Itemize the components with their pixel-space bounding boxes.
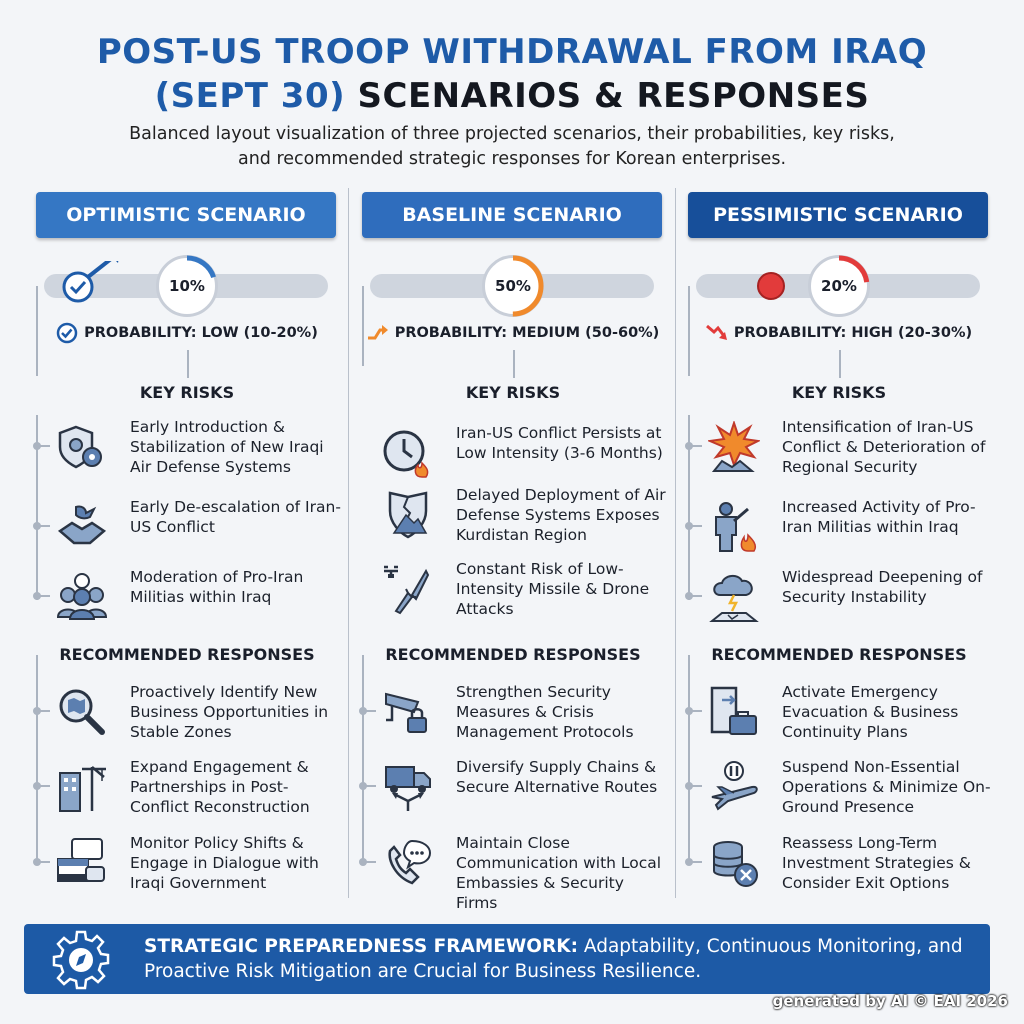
probability-label — [676, 322, 1002, 344]
probability-label — [350, 322, 676, 344]
response-text: Monitor Policy Shifts & Engage in Dialogue with Iraqi Government — [130, 834, 319, 892]
connector-line — [187, 350, 189, 378]
risk-text: Constant Risk of Low-Intensity Missile & Drone Attacks — [456, 560, 650, 618]
pessimistic-scenario-column — [676, 185, 1002, 905]
key-risks-heading: KEY RISKS — [139, 383, 235, 402]
banner-text — [144, 934, 984, 984]
magnifier-map-icon — [56, 686, 108, 738]
risk-item — [696, 497, 996, 561]
banner-bold-label: STRATEGIC PREPAREDNESS FRAMEWORK: — [144, 936, 579, 957]
phone-chat-icon — [382, 837, 434, 889]
baseline-scenario-column — [350, 185, 676, 912]
page-title — [0, 30, 1024, 118]
probability-text: PROBABILITY: HIGH (20-30%) — [733, 325, 973, 341]
response-item — [370, 757, 670, 821]
handshake-dove-icon — [56, 501, 108, 553]
risk-text: Delayed Deployment of Air Defense Systems Exposes Kurdistan Region — [456, 486, 666, 544]
risk-item — [44, 567, 344, 631]
optimistic-scenario-column — [24, 185, 350, 905]
risk-item — [44, 497, 344, 561]
probability-gauge — [482, 255, 544, 317]
soldier-fire-icon — [708, 501, 760, 553]
response-item — [370, 682, 670, 746]
pause-plane-icon — [708, 761, 760, 813]
risk-item — [696, 417, 996, 481]
response-item — [370, 833, 670, 912]
risk-item — [370, 559, 670, 623]
exit-briefcase-icon — [708, 686, 760, 738]
title-date: (SEPT 30) — [154, 76, 346, 116]
chat-flag-icon — [56, 837, 108, 889]
response-item — [696, 682, 996, 746]
responses-bracket — [362, 655, 364, 865]
storm-cracked-ground-icon — [708, 571, 760, 623]
response-text: Activate Emergency Evacuation & Business Continuity Plans — [782, 683, 959, 741]
coins-cancel-icon — [708, 837, 760, 889]
explosion-icon — [708, 421, 760, 473]
probability-gauge — [156, 255, 218, 317]
gear-compass-icon — [50, 930, 112, 992]
risk-text: Iran-US Conflict Persists at Low Intensity (3-6 Months) — [456, 424, 663, 462]
responses-bracket — [36, 655, 38, 865]
response-item — [696, 757, 996, 821]
probability-percent: 50% — [495, 277, 531, 295]
title-line-1: POST-US TROOP WITHDRAWAL FROM IRAQ — [96, 32, 928, 72]
subtitle-line-2: and recommended strategic responses for Korean enterprises. — [237, 149, 787, 169]
probability-label — [24, 322, 350, 344]
response-text: Proactively Identify New Business Opportunities in Stable Zones — [130, 683, 329, 741]
response-text: Diversify Supply Chains & Secure Alternative Routes — [456, 758, 658, 796]
response-text: Expand Engagement & Partnerships in Post-Conflict Reconstruction — [130, 758, 310, 816]
key-risks-heading: KEY RISKS — [791, 383, 887, 402]
strategic-framework-banner — [24, 924, 990, 994]
trend-up-arrow-icon — [367, 322, 389, 344]
risk-text: Moderation of Pro-Iran Militias within Iraq — [130, 568, 304, 606]
responses-heading: RECOMMENDED RESPONSES — [385, 645, 641, 664]
responses-heading: RECOMMENDED RESPONSES — [711, 645, 967, 664]
scenario-header: BASELINE SCENARIO — [362, 192, 662, 238]
probability-gauge — [808, 255, 870, 317]
building-crane-icon — [56, 761, 108, 813]
risk-text: Intensification of Iran-US Conflict & Deterioration of Regional Security — [782, 418, 986, 476]
risk-text: Early Introduction & Stabilization of New Iraqi Air Defense Systems — [130, 418, 324, 476]
alert-dot-icon — [756, 271, 786, 301]
scenario-header: OPTIMISTIC SCENARIO — [36, 192, 336, 238]
risk-item — [44, 417, 344, 481]
probability-text: PROBABILITY: MEDIUM (50-60%) — [394, 325, 660, 341]
risk-item — [696, 567, 996, 631]
probability-percent: 10% — [169, 277, 205, 295]
subtitle — [40, 122, 984, 172]
missile-drone-icon — [382, 563, 434, 615]
truck-routes-icon — [382, 761, 434, 813]
response-text: Suspend Non-Essential Operations & Minimize On-Ground Presence — [782, 758, 991, 816]
probability-percent: 20% — [821, 277, 857, 295]
response-item — [696, 833, 996, 897]
connector-line — [513, 350, 515, 378]
response-text: Reassess Long-Term Investment Strategies & Consider Exit Options — [782, 834, 971, 892]
title-line-2 — [0, 74, 1024, 118]
title-scenarios: SCENARIOS & RESPONSES — [357, 76, 870, 116]
trend-down-arrow-icon — [706, 322, 728, 344]
response-item — [44, 757, 344, 821]
key-risks-heading: KEY RISKS — [465, 383, 561, 402]
responses-heading: RECOMMENDED RESPONSES — [59, 645, 315, 664]
response-text: Maintain Close Communication with Local Embassies & Security Firms — [456, 834, 662, 912]
broken-shield-mountain-icon — [382, 489, 434, 541]
check-arrow-icon — [60, 261, 130, 311]
risk-text: Widespread Deepening of Security Instability — [782, 568, 983, 606]
check-icon — [56, 322, 78, 344]
shield-gear-icon — [56, 421, 108, 473]
connector-line — [839, 350, 841, 378]
scenario-header: PESSIMISTIC SCENARIO — [688, 192, 988, 238]
risk-item — [370, 423, 670, 487]
risk-item — [370, 485, 670, 549]
subtitle-line-1: Balanced layout visualization of three projected scenarios, their probabilities, key risks, — [129, 124, 895, 144]
probability-text: PROBABILITY: LOW (10-20%) — [84, 325, 318, 341]
people-group-icon — [56, 571, 108, 623]
responses-bracket — [688, 655, 690, 865]
credit-watermark: generated by AI © EAI 2026 — [772, 992, 1008, 1010]
response-item — [44, 833, 344, 897]
response-text: Strengthen Security Measures & Crisis Management Protocols — [456, 683, 634, 741]
response-item — [44, 682, 344, 746]
camera-lock-icon — [382, 686, 434, 738]
clock-fire-icon — [382, 427, 434, 479]
risk-text: Early De-escalation of Iran-US Conflict — [130, 498, 341, 536]
banner-message: Adaptability, Continuous Monitoring, and Proactive Risk Mitigation are Crucial for Business Resilience. — [144, 936, 963, 982]
risk-text: Increased Activity of Pro-Iran Militias within Iraq — [782, 498, 976, 536]
